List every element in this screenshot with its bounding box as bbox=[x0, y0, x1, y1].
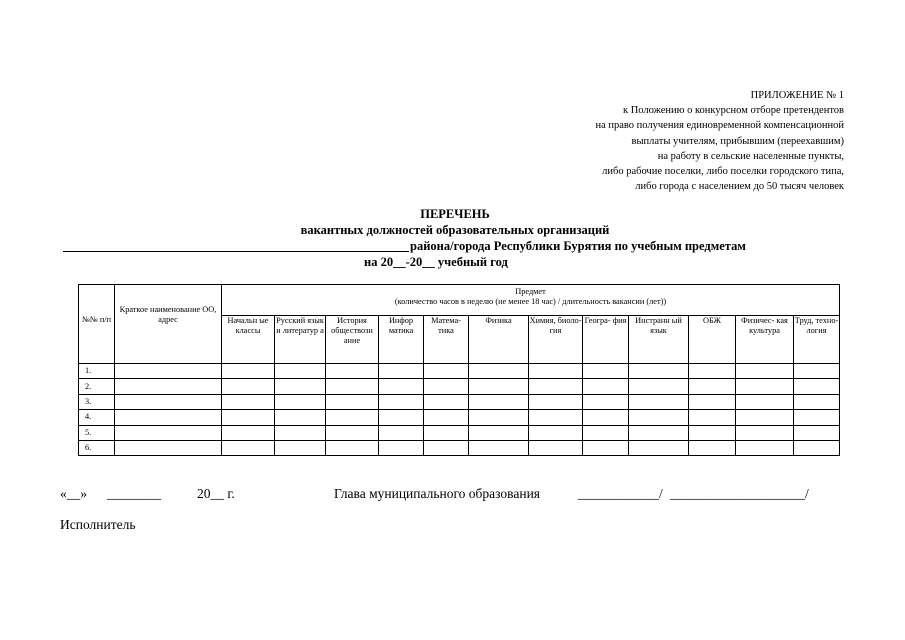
appendix-line: либо рабочие поселки, либо поселки городского типа, bbox=[602, 166, 844, 178]
appendix-line: к Положению о конкурсном отборе претендентов bbox=[622, 105, 844, 117]
header-org-name: Краткое наименование ОО, адрес bbox=[115, 285, 222, 364]
table-cell bbox=[379, 364, 424, 379]
table-cell bbox=[222, 425, 275, 440]
table-cell bbox=[222, 379, 275, 394]
date-year: 20__ г. bbox=[197, 486, 235, 501]
header-subject bbox=[222, 285, 840, 316]
date-month-blank: ________ bbox=[107, 486, 161, 501]
table-cell bbox=[275, 410, 326, 425]
subject-col-header: Геогра- фия bbox=[583, 316, 629, 364]
row-number: 5. bbox=[79, 425, 115, 440]
table-cell bbox=[794, 440, 840, 455]
table-cell bbox=[326, 425, 379, 440]
table-cell bbox=[583, 394, 629, 409]
district-blank-line bbox=[63, 238, 409, 252]
name-blank: ____________________/ bbox=[670, 486, 809, 501]
table-cell bbox=[379, 440, 424, 455]
subject-col-header: Матема- тика bbox=[424, 316, 469, 364]
table-cell bbox=[115, 364, 222, 379]
table-cell bbox=[529, 425, 583, 440]
table-cell bbox=[469, 425, 529, 440]
appendix-line: ПРИЛОЖЕНИЕ № 1 bbox=[750, 90, 844, 101]
table-cell bbox=[689, 364, 736, 379]
table-cell bbox=[222, 394, 275, 409]
table-cell bbox=[629, 410, 689, 425]
subject-col-header: Химия, биоло- гия bbox=[529, 316, 583, 364]
row-number: 4. bbox=[79, 410, 115, 425]
table-cell bbox=[275, 364, 326, 379]
table-cell bbox=[736, 440, 794, 455]
title-line-3: района/города Республики Бурятия по учебным предметам bbox=[410, 239, 746, 253]
table-cell bbox=[469, 440, 529, 455]
table-cell bbox=[629, 364, 689, 379]
table-cell bbox=[689, 379, 736, 394]
table-row bbox=[79, 364, 840, 379]
table-cell bbox=[115, 379, 222, 394]
table-cell bbox=[275, 425, 326, 440]
title-line-4: на 20__-20__ учебный год bbox=[364, 255, 508, 269]
row-number: 2. bbox=[79, 379, 115, 394]
table-cell bbox=[583, 379, 629, 394]
appendix-line: на работу в сельские населенные пункты, bbox=[657, 150, 844, 162]
table-cell bbox=[583, 364, 629, 379]
table-cell bbox=[379, 394, 424, 409]
subject-note: (количество часов в неделю (не менее 18 час) / длительность вакансии (лет)) bbox=[394, 297, 667, 306]
table-row bbox=[79, 440, 840, 455]
table-cell bbox=[794, 364, 840, 379]
table-cell bbox=[326, 440, 379, 455]
header-number: №№ п/п bbox=[79, 285, 115, 364]
table-cell bbox=[736, 364, 794, 379]
table-cell bbox=[629, 379, 689, 394]
table-cell bbox=[115, 410, 222, 425]
table-cell bbox=[794, 425, 840, 440]
table-cell bbox=[583, 440, 629, 455]
subject-col-header: Труд, техно- логия bbox=[794, 316, 840, 364]
appendix-line: либо города с населением до 50 тысяч человек bbox=[635, 181, 844, 193]
table-cell bbox=[794, 410, 840, 425]
signature-title: Глава муниципального образования bbox=[334, 486, 541, 501]
table-cell bbox=[736, 425, 794, 440]
table-cell bbox=[379, 425, 424, 440]
table-cell bbox=[326, 394, 379, 409]
title-line-1: ПЕРЕЧЕНЬ bbox=[420, 207, 490, 221]
table-cell bbox=[529, 379, 583, 394]
table-cell bbox=[689, 425, 736, 440]
row-number: 1. bbox=[79, 364, 115, 379]
table-cell bbox=[222, 364, 275, 379]
table-cell bbox=[629, 425, 689, 440]
table-cell bbox=[469, 364, 529, 379]
subject-col-header: Инстранн ый язык bbox=[629, 316, 689, 364]
table-cell bbox=[424, 379, 469, 394]
table-cell bbox=[629, 440, 689, 455]
table-cell bbox=[689, 440, 736, 455]
subject-col-header: Физика bbox=[469, 316, 529, 364]
table-cell bbox=[424, 425, 469, 440]
row-number: 6. bbox=[79, 440, 115, 455]
table-cell bbox=[424, 410, 469, 425]
table-cell bbox=[469, 394, 529, 409]
table-cell bbox=[275, 394, 326, 409]
appendix-block bbox=[480, 88, 844, 194]
table-cell bbox=[529, 410, 583, 425]
table-cell bbox=[736, 379, 794, 394]
row-number: 3. bbox=[79, 394, 115, 409]
table-cell bbox=[469, 379, 529, 394]
document-title bbox=[40, 206, 870, 270]
vacancy-table bbox=[78, 284, 840, 456]
table-cell bbox=[115, 440, 222, 455]
table-cell bbox=[629, 394, 689, 409]
table-cell bbox=[222, 410, 275, 425]
table-cell bbox=[222, 440, 275, 455]
subject-col-header: Начальн ые классы bbox=[222, 316, 275, 364]
table-cell bbox=[275, 379, 326, 394]
table-cell bbox=[529, 440, 583, 455]
table-cell bbox=[583, 425, 629, 440]
appendix-line: выплаты учителям, прибывшим (переехавшим) bbox=[631, 135, 844, 147]
table-cell bbox=[794, 379, 840, 394]
subject-title: Предмет bbox=[515, 287, 546, 296]
table-cell bbox=[326, 379, 379, 394]
appendix-line: на право получения единовременной компенсационной bbox=[595, 120, 844, 132]
table-cell bbox=[326, 410, 379, 425]
table-cell bbox=[689, 394, 736, 409]
table-cell bbox=[379, 410, 424, 425]
subject-col-header: История обществозн ание bbox=[326, 316, 379, 364]
table-cell bbox=[736, 410, 794, 425]
table-row bbox=[79, 394, 840, 409]
table-cell bbox=[469, 410, 529, 425]
subject-col-header: Физичес- кая культура bbox=[736, 316, 794, 364]
table-row bbox=[79, 425, 840, 440]
subject-col-header: Инфор матика bbox=[379, 316, 424, 364]
table-row bbox=[79, 379, 840, 394]
table-body bbox=[79, 364, 840, 456]
table-cell bbox=[424, 440, 469, 455]
title-line-3-row bbox=[40, 238, 870, 254]
table-row bbox=[79, 410, 840, 425]
date-day: «__» bbox=[60, 486, 87, 501]
table-cell bbox=[424, 364, 469, 379]
subject-col-header: Русский язык и литератур а bbox=[275, 316, 326, 364]
table-cell bbox=[379, 379, 424, 394]
table-cell bbox=[115, 425, 222, 440]
title-line-2: вакантных должностей образовательных организаций bbox=[300, 223, 610, 237]
executor-label: Исполнитель bbox=[60, 517, 136, 532]
table-cell bbox=[115, 394, 222, 409]
signature-blank: ____________/ bbox=[578, 486, 663, 501]
table-cell bbox=[529, 364, 583, 379]
table-cell bbox=[583, 410, 629, 425]
table-cell bbox=[529, 394, 583, 409]
table-cell bbox=[689, 410, 736, 425]
table-cell bbox=[424, 394, 469, 409]
table-cell bbox=[736, 394, 794, 409]
table-cell bbox=[794, 394, 840, 409]
signature-footer bbox=[60, 486, 850, 506]
table-cell bbox=[326, 364, 379, 379]
table-cell bbox=[275, 440, 326, 455]
subject-col-header: ОБЖ bbox=[689, 316, 736, 364]
